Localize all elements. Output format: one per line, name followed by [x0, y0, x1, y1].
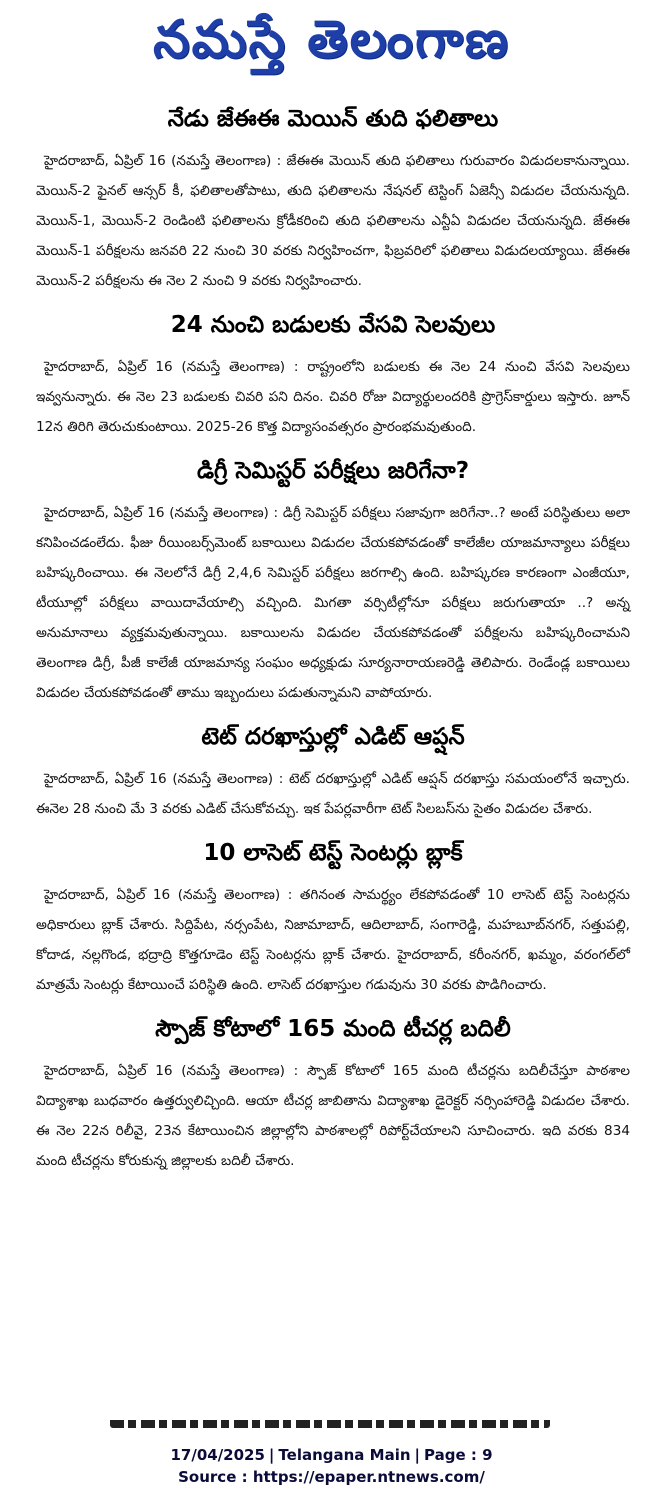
article-summer-holidays [36, 306, 630, 442]
article-headline: స్పౌజ్ కోటాలో 165 మంది టీచర్ల బదిలీ [155, 1016, 511, 1042]
article-body: హైదరాబాద్, ఏప్రిల్ 16 (నమస్తే తెలంగాణ) : స్పౌజ్ కోటాలో 165 మంది టీచర్లను బదిలీచేస్తూ పాఠశాల విద్యాశాఖ బుధవారం ఉత్తర్వులిచ్చింది. ఆయా టీచర్ల జాబితాను విద్యాశాఖ డైరెక్టర్ నర్సింహారెడ్డి విడుదల చేశారు. ఈ నెల 22న రిలీవై, 23న కేటాయించిన జిల్లాల్లోని పాఠశాలల్లో రిపోర్ట్‌చేయాలని సూచించారు. ఇది వరకు 834 మంది టీచర్లను కోరుకున్న జిల్లాలకు బదిలీ చేశారు. [36, 1063, 630, 1169]
footer-separator: | [268, 1446, 275, 1464]
page-footer [0, 1444, 663, 1488]
footer-page: Page : 9 [424, 1446, 493, 1464]
footer-date: 17/04/2025 [170, 1446, 265, 1464]
newspaper-title: నమస్తే తెలంగాణ [153, 9, 510, 70]
article-degree-exams [36, 452, 630, 708]
cropped-next-headline [110, 1420, 550, 1428]
article-body: హైదరాబాద్, ఏప్రిల్ 16 (నమస్తే తెలంగాణ) : డిగ్రీ సెమిస్టర్ పరీక్షలు సజావుగా జరిగేనా..? అంటే పరిస్థితులు అలా కనిపించడంలేదు. ఫీజు రీయింబర్స్‌మెంట్ బకాయిలు విడుదల చేయకపోవడంతో కాలేజీల యాజమాన్యాలు పరీక్షలు బహిష్కరించాయి. ఈ నెలలోనే డిగ్రీ 2,4,6 సెమిస్టర్ పరీక్షలు జరగాల్సి ఉంది. బహిష్కరణ కారణంగా ఎంజీయూ, టీయూల్లో పరీక్షలు వాయిదావేయాల్సి వచ్చింది. మిగతా వర్సిటీల్లోనూ పరీక్షలు జరుగుతాయా ..? అన్న అనుమానాలు వ్యక్తమవుతున్నాయి. బకాయిలను విడుదల చేయకపోవడంతో పరీక్షలను బహిష్కరించామని తెలంగాణ డిగ్రీ, పీజీ కాలేజీ యాజమాన్య సంఘం అధ్యక్షుడు సూర్యనారాయణరెడ్డి తెలిపారు. రెండేండ్ల బకాయిలు విడుదల చేయకపోవడంతో తాము ఇబ్బందులు పడుతున్నామని వాపోయారు. [36, 505, 630, 701]
article-column [36, 100, 630, 1186]
article-body: హైదరాబాద్, ఏప్రిల్ 16 (నమస్తే తెలంగాణ) : జేఈఈ మెయిన్ తుది ఫలితాలు గురువారం విడుదలకానున్నాయి. మెయిన్-2 ఫైనల్ ఆన్సర్ కీ, ఫలితాలతోపాటు, తుది ఫలితాలను నేషనల్ టెస్టింగ్ ఏజెన్సీ విడుదల చేయనున్నది. మెయిన్-1, మెయిన్-2 రెండింటి ఫలితాలను క్రోడీకరించి తుది ఫలితాలను ఎన్టీఏ విడుదల చేయనున్నది. జేఈఈ మెయిన్-1 పరీక్షలను జనవరి 22 నుంచి 30 వరకు నిర్వహించగా, ఫిబ్రవరిలో ఫలితాలు విడుదలయ్యాయి. జేఈఈ మెయిన్-2 పరీక్షలను ఈ నెల 2 నుంచి 9 వరకు నిర్వహించారు. [36, 153, 630, 289]
article-body: హైదరాబాద్, ఏప్రిల్ 16 (నమస్తే తెలంగాణ) : రాష్ట్రంలోని బడులకు ఈ నెల 24 నుంచి వేసవి సెలవులు ఇవ్వనున్నారు. ఈ నెల 23 బడులకు చివరి పని దినం. చివరి రోజు విద్యార్థులందరికి ప్రొగ్రెస్‌కార్డులు ఇస్తారు. జూన్ 12న తిరిగి తెరుచుకుంటాయి. 2025-26 కొత్త విద్యాసంవత్సరం ప్రారంభమవుతుంది. [36, 359, 630, 435]
article-body: హైదరాబాద్, ఏప్రిల్ 16 (నమస్తే తెలంగాణ) : తగినంత సామర్థ్యం లేకపోవడంతో 10 లాసెట్ టెస్ట్ సెంటర్లను అధికారులు బ్లాక్ చేశారు. సిద్దిపేట, నర్సంపేట, నిజామాబాద్, ఆదిలాబాద్, సంగారెడ్డి, మహబూబ్‌నగర్, సత్తుపల్లి, కోదాడ, నల్లగొండ, భద్రాద్రి కొత్తగూడెం టెస్ట్ సెంటర్లను బ్లాక్ చేశారు. హైదరాబాద్, కరీంనగర్, ఖమ్మం, వరంగల్‌లో మాత్రమే సెంటర్లు కేటాయించే పరిస్థితి ఉంది. లాసెట్ దరఖాస్తుల గడువును 30 వరకు పొడిగించారు. [36, 887, 630, 993]
masthead [0, 0, 663, 92]
footer-edition-line [0, 1444, 663, 1466]
article-body: హైదరాబాద్, ఏప్రిల్ 16 (నమస్తే తెలంగాణ) : టెట్ దరఖాస్తుల్లో ఎడిట్ ఆప్షన్ దరఖాస్తు సమయంలోనే ఇచ్చారు. ఈనెల 28 నుంచి మే 3 వరకు ఎడిట్ చేసుకోవచ్చు. ఇక పేపర్లవారీగా టెట్ సిలబస్‌ను సైతం విడుదల చేశారు. [36, 771, 630, 817]
footer-edition: Telangana Main [278, 1446, 411, 1464]
article-headline: 10 లాసెట్ టెస్ట్ సెంటర్లు బ్లాక్ [203, 840, 463, 866]
article-headline: 24 నుంచి బడులకు వేసవి సెలవులు [170, 312, 496, 338]
cropped-text-fragment [110, 1420, 550, 1428]
article-headline: నేడు జేఈఈ మెయిన్ తుది ఫలితాలు [167, 106, 499, 132]
article-headline: డిగ్రీ సెమిస్టర్ పరీక్షలు జరిగేనా? [196, 458, 470, 484]
footer-separator: | [414, 1446, 420, 1464]
footer-source: Source : https://epaper.ntnews.com/ [178, 1468, 485, 1486]
article-tet-edit-option [36, 718, 630, 824]
article-lawcet-centers [36, 834, 630, 1000]
article-teacher-transfers [36, 1010, 630, 1176]
article-jee-results [36, 100, 630, 296]
article-headline: టెట్ దరఖాస్తుల్లో ఎడిట్ ఆప్షన్ [201, 724, 465, 750]
